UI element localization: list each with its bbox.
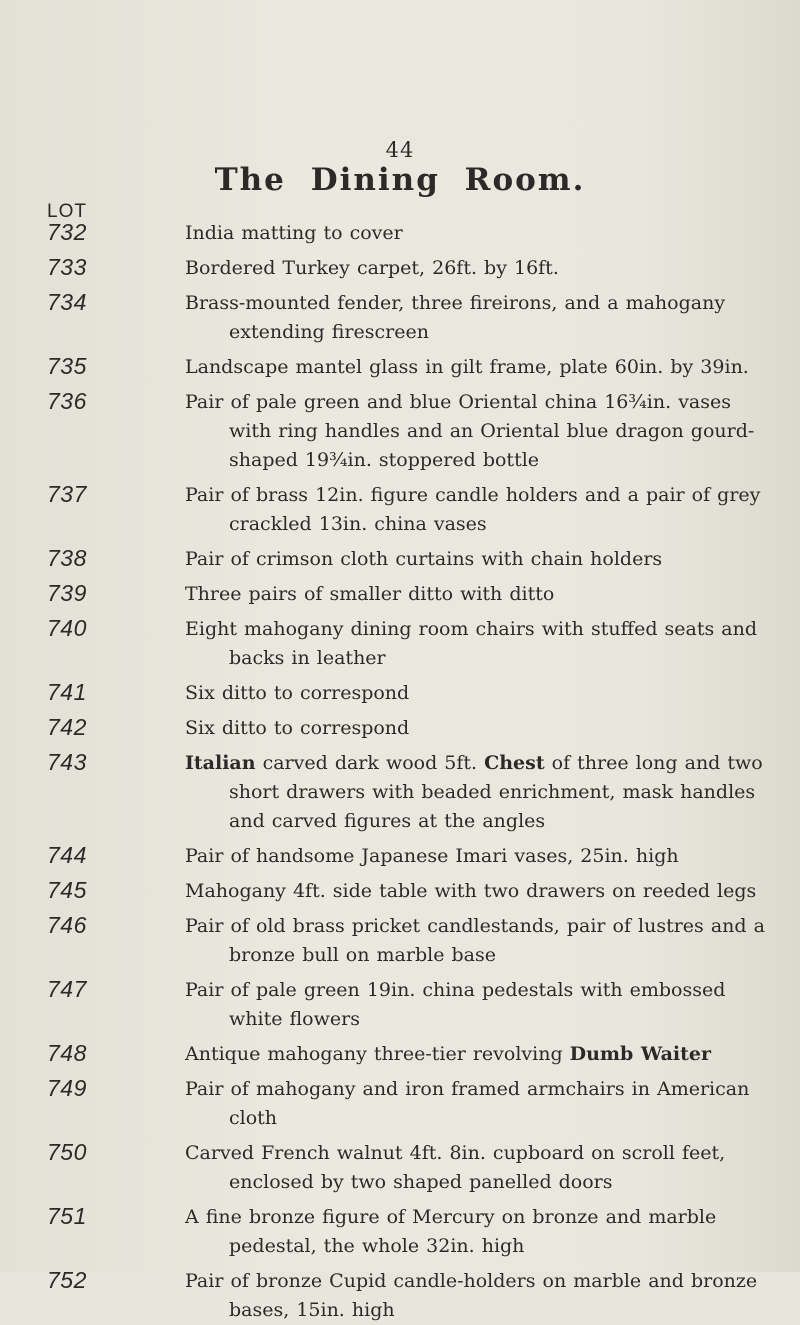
lot-description: Landscape mantel glass in gilt frame, plate 60in. by 39in. — [185, 356, 749, 378]
lot-entry — [0, 1040, 800, 1069]
lot-number: 743 — [47, 749, 87, 775]
lot-entry — [0, 615, 800, 673]
lot-text: Antique mahogany three-tier revolving — [185, 1043, 570, 1065]
lot-description: Pair of pale green 19in. china pedestals with embossed white flowers — [185, 979, 726, 1030]
lot-entry — [0, 545, 800, 574]
lot-number: 732 — [47, 219, 87, 245]
lot-text: of three long and two short drawers with beaded enrichment, mask handles and carved figures at the angles — [229, 752, 763, 832]
lot-entry — [0, 289, 800, 347]
lot-list — [0, 219, 800, 1325]
lot-entry — [0, 1075, 800, 1133]
lot-keyword: Dumb Waiter — [569, 1043, 712, 1065]
lot-description: Pair of pale green and blue Oriental china 16¾in. vases with ring handles and an Oriental blue dragon gourd-shaped 19¾in. stoppered bottle — [185, 391, 755, 471]
lot-number: 742 — [47, 714, 87, 740]
lot-description: Pair of crimson cloth curtains with chain holders — [185, 548, 663, 570]
lot-number: 738 — [47, 545, 87, 571]
lot-description: Pair of brass 12in. figure candle holders and a pair of grey crackled 13in. china vases — [185, 484, 761, 535]
lot-entry — [0, 912, 800, 970]
lot-description: Six ditto to correspond — [185, 717, 410, 739]
lot-number: 745 — [47, 877, 87, 903]
lot-number: 747 — [47, 976, 87, 1002]
lot-entry — [0, 714, 800, 743]
lot-entry — [0, 976, 800, 1034]
lot-number: 752 — [47, 1267, 87, 1293]
lot-description: Mahogany 4ft. side table with two drawers on reeded legs — [185, 880, 757, 902]
lot-description — [185, 1040, 769, 1069]
lot-description: Pair of mahogany and iron framed armchairs in American cloth — [185, 1078, 750, 1129]
lot-entry — [0, 1203, 800, 1261]
lot-description: Bordered Turkey carpet, 26ft. by 16ft. — [185, 257, 559, 279]
lot-entry — [0, 353, 800, 382]
lot-description: Pair of handsome Japanese Imari vases, 25in. high — [185, 845, 679, 867]
lot-description: Three pairs of smaller ditto with ditto — [185, 583, 555, 605]
lot-number: 734 — [47, 289, 87, 315]
lot-number: 751 — [47, 1203, 87, 1229]
lot-number: 735 — [47, 353, 87, 379]
lot-number: 741 — [47, 679, 87, 705]
lot-entry — [0, 679, 800, 708]
lot-number: 749 — [47, 1075, 87, 1101]
lot-description: Eight mahogany dining room chairs with stuffed seats and backs in leather — [185, 618, 757, 669]
lot-number: 733 — [47, 254, 87, 280]
lot-number: 739 — [47, 580, 87, 606]
lot-entry — [0, 877, 800, 906]
lot-keyword: Italian — [185, 752, 256, 774]
lot-column-header: LOT — [47, 201, 87, 222]
lot-entry — [0, 388, 800, 475]
lot-text: carved dark wood 5ft. — [255, 752, 485, 774]
lot-description: India matting to cover — [185, 222, 403, 244]
lot-number: 744 — [47, 842, 87, 868]
lot-entry — [0, 580, 800, 609]
page-number: 44 — [385, 138, 415, 162]
lot-number: 736 — [47, 388, 87, 414]
lot-description: Pair of bronze Cupid candle-holders on marble and bronze bases, 15in. high — [185, 1270, 758, 1321]
lot-entry — [0, 842, 800, 871]
lot-number: 737 — [47, 481, 87, 507]
lot-entry — [0, 219, 800, 248]
lot-description: A fine bronze figure of Mercury on bronze and marble pedestal, the whole 32in. high — [185, 1206, 717, 1257]
lot-entry — [0, 1139, 800, 1197]
lot-keyword: Chest — [484, 752, 545, 774]
lot-number: 748 — [47, 1040, 87, 1066]
lot-entry — [0, 481, 800, 539]
lot-entry — [0, 254, 800, 283]
lot-description: Brass-mounted fender, three fireirons, and a mahogany extending firescreen — [185, 292, 726, 343]
lot-number: 740 — [47, 615, 87, 641]
lot-description: Carved French walnut 4ft. 8in. cupboard on scroll feet, enclosed by two shaped panelled doors — [185, 1142, 726, 1193]
lot-description: Six ditto to correspond — [185, 682, 410, 704]
lot-number: 750 — [47, 1139, 87, 1165]
lot-description: Pair of old brass pricket candlestands, pair of lustres and a bronze bull on marble base — [185, 915, 765, 966]
lot-description — [185, 749, 769, 836]
lot-entry — [0, 749, 800, 836]
section-title: The Dining Room. — [214, 162, 586, 198]
lot-number: 746 — [47, 912, 87, 938]
lot-entry — [0, 1267, 800, 1325]
